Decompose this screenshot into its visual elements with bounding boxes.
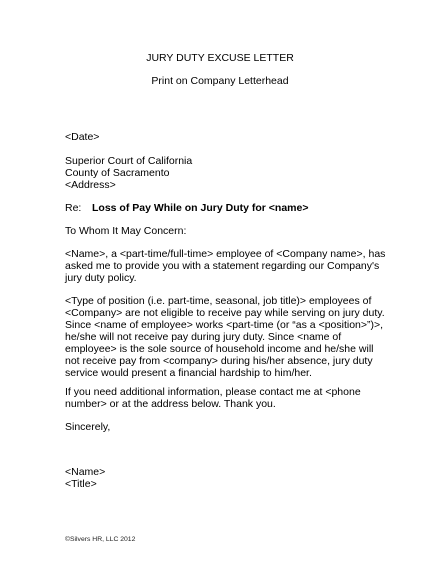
letter-subtitle: Print on Company Letterhead	[151, 75, 289, 87]
paragraph-2-line: service would present a financial hardship to him/her.	[65, 367, 312, 379]
paragraph-2-line: <Company> are not eligible to receive pay while serving on jury duty.	[65, 307, 385, 319]
paragraph-2-line: Since <name of employee> works <part-time (or “as a <position>”)>,	[65, 319, 384, 331]
recipient-line-3: <Address>	[65, 179, 116, 191]
paragraph-1-line: asked me to provide you with a statement regarding our Company's	[65, 260, 380, 272]
closing: Sincerely,	[65, 421, 111, 433]
paragraph-1-line: <Name>, a <part-time/full-time> employee of <Company name>, has	[65, 248, 386, 260]
salutation: To Whom It May Concern:	[65, 225, 187, 237]
date-placeholder: <Date>	[65, 131, 100, 143]
paragraph-1-line: jury duty policy.	[65, 272, 137, 284]
recipient-line-1: Superior Court of California	[65, 155, 193, 167]
paragraph-2-line: employee> is the sole source of household income and he/she will	[65, 343, 374, 355]
recipient-line-2: County of Sacramento	[65, 167, 170, 179]
re-subject: Loss of Pay While on Jury Duty for <name>	[92, 202, 309, 214]
re-label: Re:	[65, 202, 82, 214]
signature-title: <Title>	[65, 478, 97, 490]
paragraph-2-line: he/she will not receive pay during jury duty. Since <name of	[65, 331, 342, 343]
copyright-footer: ©Silvers HR, LLC 2012	[65, 536, 136, 543]
paragraph-2-line: <Type of position (i.e. part-time, seasonal, job title)> employees of	[65, 295, 372, 307]
paragraph-3-line: If you need additional information, please contact me at <phone	[65, 386, 361, 398]
letter-title: JURY DUTY EXCUSE LETTER	[146, 52, 294, 64]
paragraph-2-line: not receive pay from <company> during his/her absence, jury duty	[65, 355, 373, 367]
signature-name: <Name>	[65, 466, 106, 478]
paragraph-3-line: number> or at the address below. Thank you.	[65, 398, 276, 410]
